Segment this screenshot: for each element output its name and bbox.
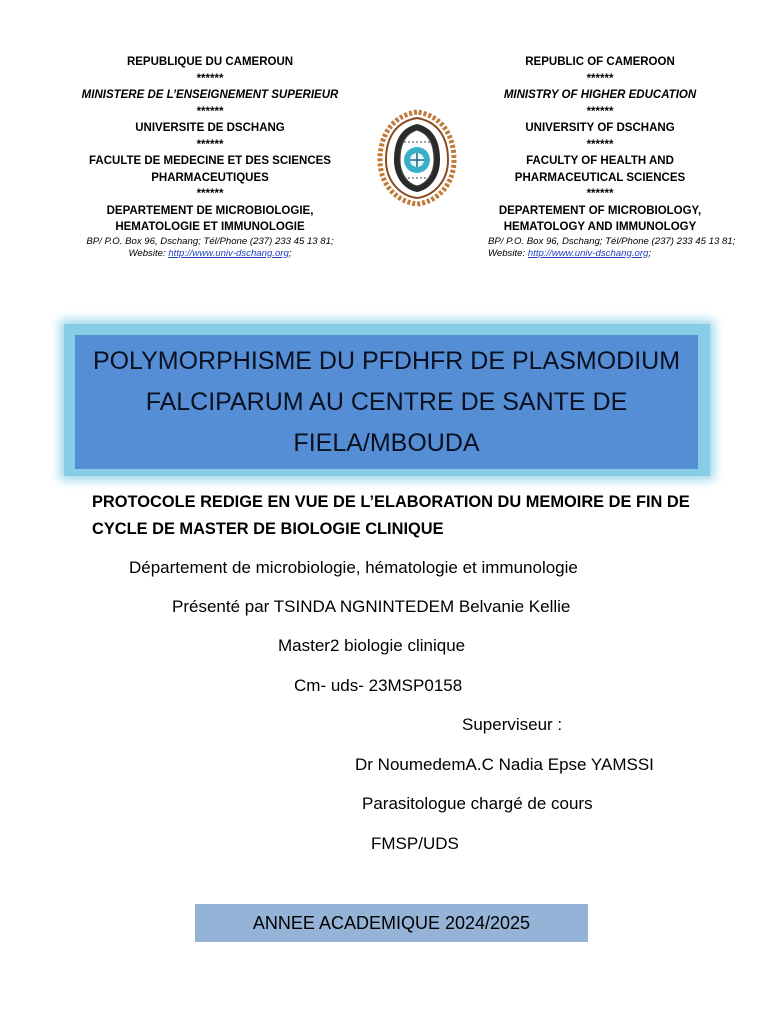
- separator: ******: [586, 138, 614, 151]
- separator: ******: [586, 72, 614, 85]
- university-en: UNIVERSITY OF DSCHANG: [525, 122, 675, 134]
- website-link[interactable]: http://www.univ-dschang.org: [168, 247, 289, 259]
- title-line: POLYMORPHISME DU PFDHFR DE PLASMODIUM: [92, 346, 681, 375]
- department-en: DEPARTEMENT OF MICROBIOLOGY, HEMATOLOGY AND IMMUNOLOGY: [498, 204, 702, 233]
- separator: ******: [196, 188, 224, 200]
- presented-by: Présenté par TSINDA NGNINTEDEM Belvanie Kellie: [172, 597, 571, 616]
- country-en: REPUBLIC OF CAMEROON: [525, 56, 675, 68]
- separator: ******: [586, 188, 614, 200]
- academic-year: ANNEE ACADEMIQUE 2024/2025: [252, 912, 531, 933]
- address-en: BP/ P.O. Box 96, Dschang; Tél/Phone (237) 233 45 13 81;: [488, 235, 736, 247]
- country-fr: REPUBLIQUE DU CAMEROUN: [126, 56, 294, 68]
- separator: ******: [196, 72, 224, 85]
- website-line-fr: [60, 248, 360, 260]
- separator: ******: [196, 105, 224, 118]
- title-line: FALCIPARUM AU CENTRE DE SANTE DE: [145, 387, 628, 416]
- university-seal-logo: [372, 108, 462, 208]
- academic-year-box: [195, 904, 588, 942]
- supervisor-role: Parasitologue chargé de cours: [362, 794, 593, 813]
- faculty-fr: FACULTE DE MEDECINE ET DES SCIENCES PHARMACEUTIQUES: [89, 155, 331, 184]
- website-end: ;: [648, 247, 652, 259]
- address-block-fr: [60, 236, 360, 260]
- website-label: Website:: [488, 247, 526, 259]
- protocol-statement: PROTOCOLE REDIGE EN VUE DE L’ELABORATION DU MEMOIRE DE FIN DE CYCLE DE MASTER DE BIOLOGIE CLINIQUE: [92, 493, 690, 538]
- website-end: ;: [288, 247, 292, 259]
- title-line: FIELA/MBOUDA: [293, 428, 480, 457]
- supervisor-label: Superviseur :: [462, 715, 563, 734]
- department-line: Département de microbiologie, hématologie et immunologie: [129, 558, 578, 577]
- website-label: Website:: [128, 247, 166, 259]
- student-id: Cm- uds- 23MSP0158: [294, 676, 463, 695]
- ministry-en: MINISTRY OF HIGHER EDUCATION: [503, 89, 697, 101]
- website-link[interactable]: http://www.univ-dschang.org: [527, 247, 649, 259]
- supervisor-name: Dr NoumedemA.C Nadia Epse YAMSSI: [355, 755, 654, 774]
- thesis-title: [75, 341, 698, 464]
- supervisor-institution: FMSP/UDS: [371, 834, 459, 853]
- program: Master2 biologie clinique: [278, 636, 466, 655]
- address-block-en: [450, 236, 750, 260]
- separator: ******: [586, 105, 614, 118]
- website-line-en: [488, 248, 750, 260]
- faculty-en: FACULTY OF HEALTH AND PHARMACEUTICAL SCIENCES: [514, 155, 686, 184]
- header-english: [450, 54, 750, 260]
- university-fr: UNIVERSITE DE DSCHANG: [135, 122, 285, 134]
- thesis-title-box: [75, 335, 698, 469]
- department-fr: DEPARTEMENT DE MICROBIOLOGIE, HEMATOLOGIE ET IMMUNOLOGIE: [106, 204, 314, 233]
- address-fr: BP/ P.O. Box 96, Dschang; Tél/Phone (237) 233 45 13 81;: [86, 235, 334, 247]
- ministry-fr: MINISTERE DE L’ENSEIGNEMENT SUPERIEUR: [81, 89, 339, 101]
- header-french: [60, 54, 360, 260]
- separator: ******: [196, 138, 224, 151]
